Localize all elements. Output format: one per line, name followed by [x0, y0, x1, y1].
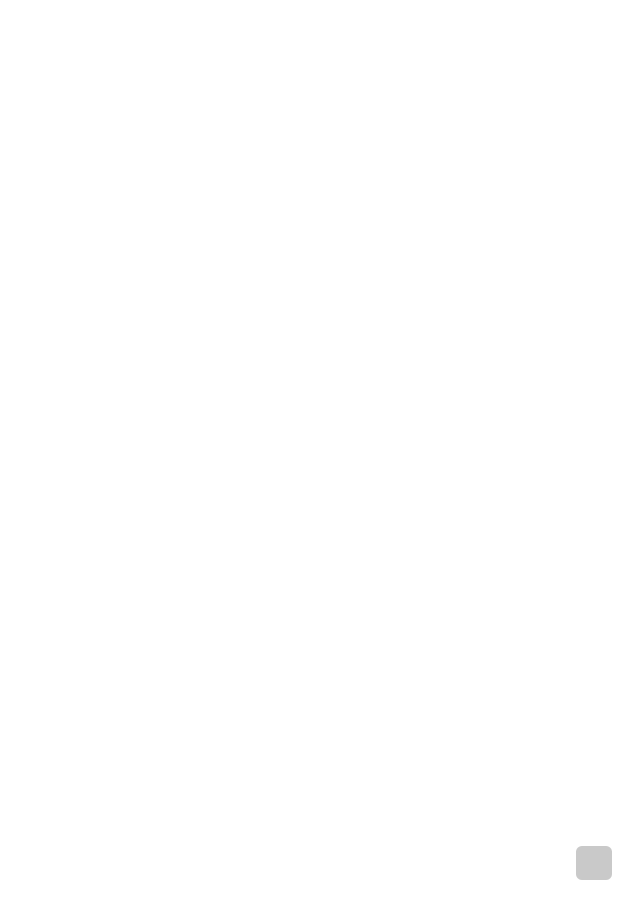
page-number	[576, 846, 612, 880]
